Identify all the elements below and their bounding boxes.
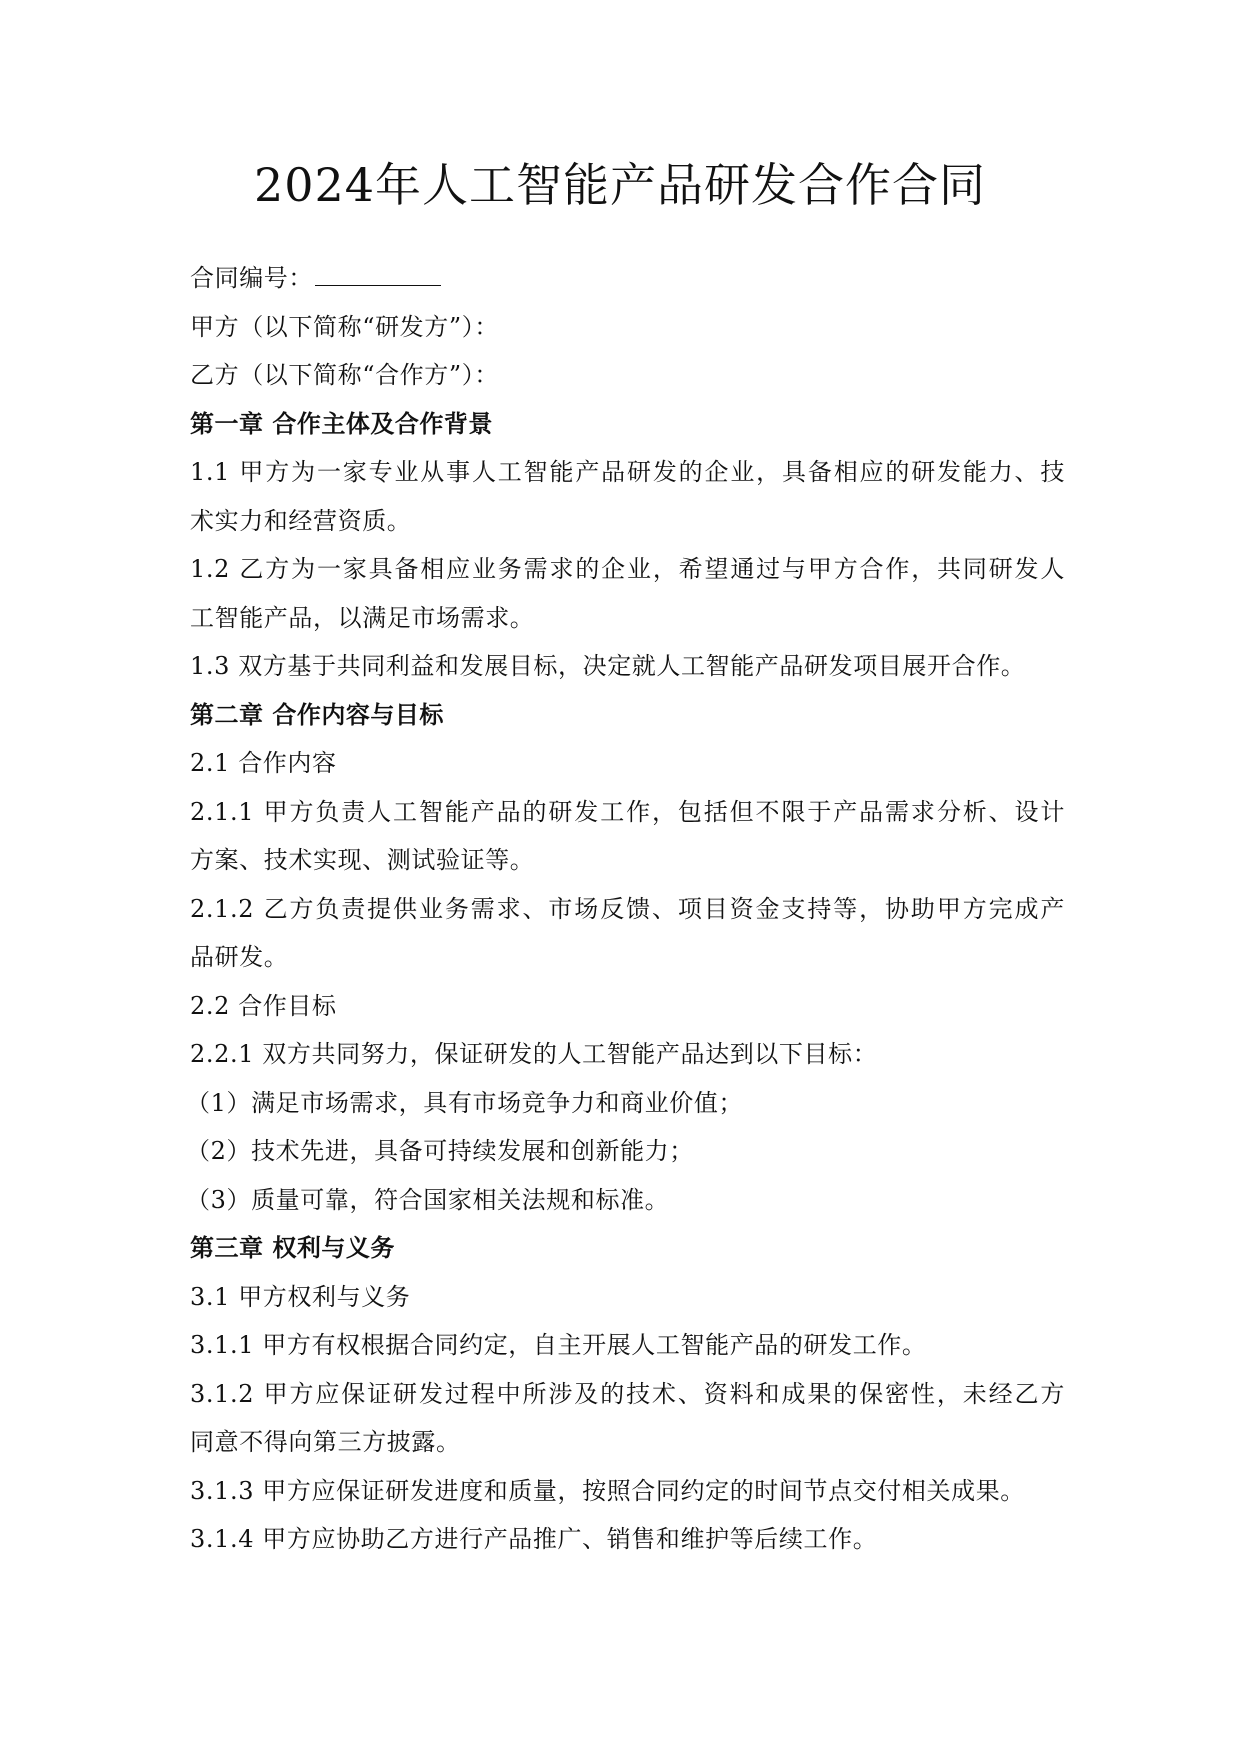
clause-2-1: 2.1 合作内容: [190, 749, 337, 777]
chapter-1-heading: 第一章 合作主体及合作背景: [190, 409, 493, 438]
contract-number-line: [190, 254, 1065, 303]
clause-1-2-line-2: 工智能产品，以满足市场需求。: [190, 603, 535, 632]
goal-item-1: （1）满足市场需求，具有市场竞争力和商业价值；: [186, 1088, 744, 1117]
clause-3-1-4: 3.1.4 甲方应协助乙方进行产品推广、销售和维护等后续工作。: [190, 1525, 878, 1553]
clause-2-1-1-line-2: 方案、技术实现、测试验证等。: [190, 846, 535, 874]
clause-3-1: 3.1 甲方权利与义务: [190, 1282, 411, 1311]
chapter-2-heading: 第二章 合作内容与目标: [190, 700, 444, 729]
clause-2-2: 2.2 合作目标: [190, 991, 337, 1020]
clause-2-1-1-line-1: 2.1.1 甲方负责人工智能产品的研发工作，包括但不限于产品需求分析、设计: [190, 797, 1065, 826]
clause-3-1-2-line-2: 同意不得向第三方披露。: [190, 1428, 461, 1456]
chapter-3-heading: 第三章 权利与义务: [190, 1234, 395, 1262]
party-b-line: 乙方（以下简称“合作方”）：: [190, 361, 499, 389]
clause-3-1-3: 3.1.3 甲方应保证研发进度和质量，按照合同约定的时间节点交付相关成果。: [190, 1476, 1025, 1505]
contract-number-blank: [315, 261, 441, 286]
clause-3-1-1: 3.1.1 甲方有权根据合同约定，自主开展人工智能产品的研发工作。: [190, 1331, 927, 1359]
document-title: 2024年人工智能产品研发合作合同: [253, 158, 987, 212]
clause-2-1-2-line-2: 品研发。: [190, 943, 289, 971]
goal-item-2: （2）技术先进，具备可持续发展和创新能力；: [186, 1137, 694, 1165]
clause-2-1-2-line-1: 2.1.2 乙方负责提供业务需求、市场反馈、项目资金支持等，协助甲方完成产: [190, 894, 1065, 923]
clause-1-2-line-1: 1.2 乙方为一家具备相应业务需求的企业，希望通过与甲方合作，共同研发人: [190, 555, 1065, 583]
goal-item-3: （3）质量可靠，符合国家相关法规和标准。: [186, 1185, 670, 1214]
contract-number-label: 合同编号：: [190, 264, 313, 292]
clause-1-1-line-2: 术实力和经营资质。: [190, 506, 412, 535]
party-a-line: 甲方（以下简称“研发方”）：: [190, 312, 499, 341]
clause-1-1-line-1: 1.1 甲方为一家专业从事人工智能产品研发的企业，具备相应的研发能力、技: [190, 458, 1065, 486]
clause-1-3: 1.3 双方基于共同利益和发展目标，决定就人工智能产品研发项目展开合作。: [190, 652, 1026, 680]
document-body: [186, 254, 1065, 1564]
clause-3-1-2-line-1: 3.1.2 甲方应保证研发过程中所涉及的技术、资料和成果的保密性，未经乙方: [190, 1379, 1065, 1408]
clause-2-2-1: 2.2.1 双方共同努力，保证研发的人工智能产品达到以下目标：: [190, 1040, 878, 1068]
